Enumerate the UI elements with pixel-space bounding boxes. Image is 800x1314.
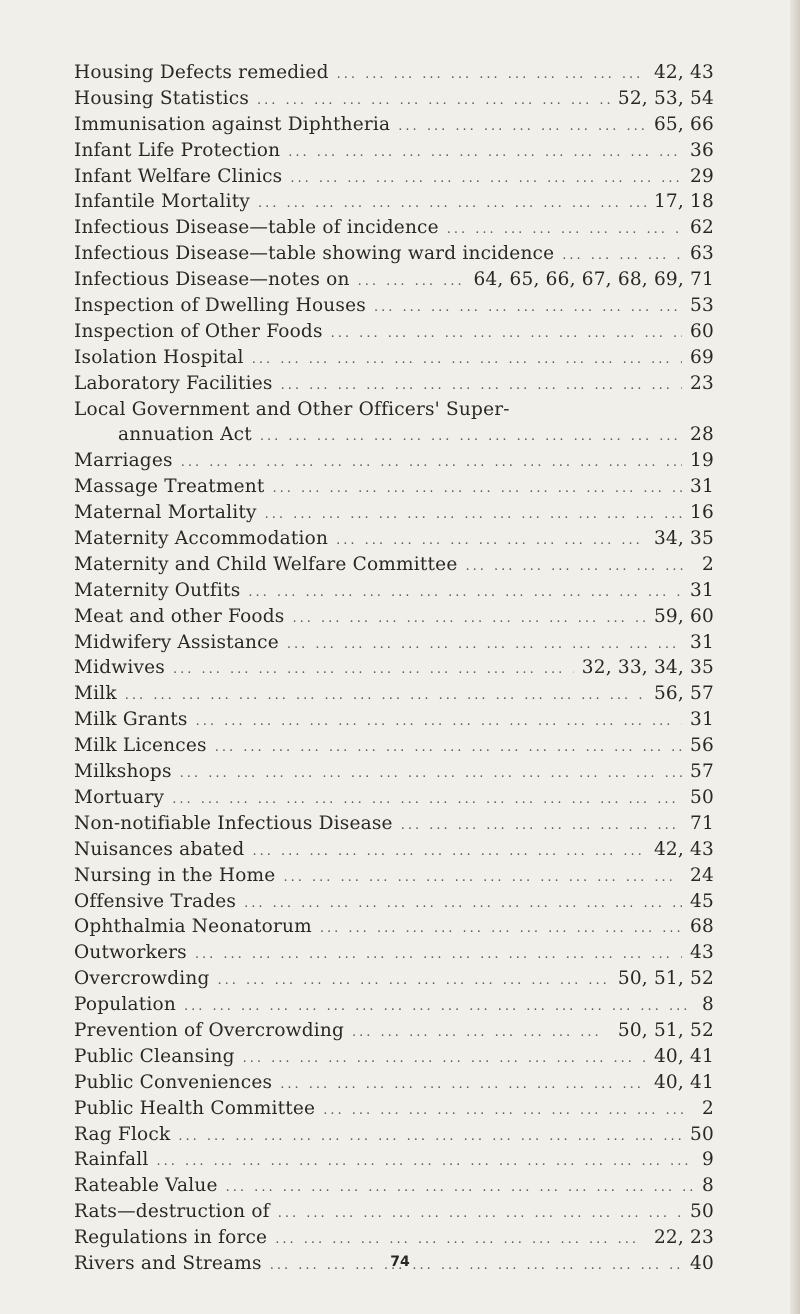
entry-label: Immunisation against Diphtheria	[74, 113, 391, 135]
leader-dots	[358, 269, 466, 295]
leader-dots	[195, 942, 682, 968]
leader-dots	[287, 632, 682, 658]
entry-pages: 50	[690, 786, 714, 808]
index-entry	[74, 733, 714, 759]
leader-dots	[337, 62, 646, 88]
index-list	[74, 60, 714, 1277]
leader-dots	[323, 1098, 694, 1124]
entry-pages: 24	[690, 864, 714, 886]
index-entry	[74, 1096, 714, 1122]
entry-pages: 59, 60	[653, 605, 714, 627]
leader-dots	[243, 1046, 646, 1072]
entry-label: Meat and other Foods	[74, 605, 285, 627]
entry-pages: 50, 51, 52	[617, 1019, 714, 1041]
entry-pages: 65, 66	[653, 113, 714, 135]
index-entry	[74, 474, 714, 500]
index-entry	[74, 1173, 714, 1199]
entry-pages: 2	[702, 1097, 714, 1119]
entry-label: Public Cleansing	[74, 1045, 235, 1067]
entry-pages: 68	[690, 916, 714, 938]
leader-dots	[125, 683, 646, 709]
page-number: 74	[390, 1254, 410, 1270]
entry-label: Prevention of Overcrowding	[74, 1019, 345, 1041]
entry-label: Maternity Accommodation	[74, 528, 329, 550]
leader-dots	[562, 243, 682, 269]
leader-dots	[336, 528, 646, 554]
entry-pages: 2	[702, 553, 714, 575]
entry-label: Infant Welfare Clinics	[74, 165, 283, 187]
entry-label: Midwifery Assistance	[74, 631, 279, 653]
entry-pages: 50	[690, 1201, 714, 1223]
leader-dots	[398, 114, 646, 140]
index-entry	[74, 138, 714, 164]
entry-label: Midwives	[74, 657, 165, 679]
index-entry	[74, 164, 714, 190]
entry-pages: 57	[690, 761, 714, 783]
entry-pages: 53	[690, 295, 714, 317]
entry-pages: 40, 41	[653, 1071, 714, 1093]
entry-label: Milk Grants	[74, 709, 188, 731]
index-entry	[74, 86, 714, 112]
entry-pages: 31	[690, 476, 714, 498]
entry-pages: 19	[690, 450, 714, 472]
entry-pages: 34, 35	[653, 528, 714, 550]
leader-dots	[196, 709, 682, 735]
index-entry	[74, 112, 714, 138]
leader-dots	[252, 839, 645, 865]
entry-pages: 9	[702, 1149, 714, 1171]
leader-dots	[265, 502, 682, 528]
entry-label: Isolation Hospital	[74, 346, 244, 368]
index-entry	[74, 655, 714, 681]
entry-label: Inspection of Other Foods	[74, 320, 323, 342]
leader-dots	[320, 916, 682, 942]
entry-pages: 63	[690, 243, 714, 265]
entry-label: Inspection of Dwelling Houses	[74, 295, 366, 317]
leader-dots	[257, 88, 610, 114]
entry-pages: 17, 18	[653, 191, 714, 213]
entry-label: Nursing in the Home	[74, 864, 276, 886]
entry-label: Rats—destruction of	[74, 1201, 270, 1223]
index-entry	[74, 759, 714, 785]
leader-dots	[244, 891, 682, 917]
leader-dots	[283, 865, 682, 891]
entry-pages: 28	[690, 424, 714, 446]
index-entry	[74, 500, 714, 526]
entry-label: Maternity and Child Welfare Committee	[74, 553, 458, 575]
index-entry	[74, 681, 714, 707]
leader-dots	[280, 1072, 646, 1098]
entry-label: Infectious Disease—notes on	[74, 269, 350, 291]
entry-label: Rag Flock	[74, 1123, 171, 1145]
entry-label: Marriages	[74, 450, 173, 472]
entry-pages: 45	[690, 890, 714, 912]
index-entry	[74, 992, 714, 1018]
leader-dots	[374, 295, 682, 321]
entry-pages: 31	[690, 631, 714, 653]
leader-dots	[260, 424, 682, 450]
entry-label: Public Health Committee	[74, 1097, 316, 1119]
index-entry	[74, 1199, 714, 1225]
index-entry	[74, 319, 714, 345]
entry-label: Nuisances abated	[74, 838, 245, 860]
index-entry-continuation	[74, 422, 714, 448]
index-entry	[74, 1044, 714, 1070]
index-entry	[74, 189, 714, 215]
entry-label: Offensive Trades	[74, 890, 237, 912]
entry-label: Rainfall	[74, 1149, 149, 1171]
leader-dots	[293, 606, 646, 632]
index-entry	[74, 371, 714, 397]
entry-pages: 56	[690, 735, 714, 757]
entry-label: Infectious Disease—table of incidence	[74, 217, 439, 239]
entry-label: Population	[74, 994, 176, 1016]
leader-dots	[258, 191, 646, 217]
index-entry	[74, 863, 714, 889]
entry-label: Regulations in force	[74, 1227, 268, 1249]
leader-dots	[184, 994, 694, 1020]
index-entry	[74, 914, 714, 940]
leader-dots	[180, 761, 682, 787]
index-entry	[74, 1147, 714, 1173]
entry-label: Housing Statistics	[74, 87, 250, 109]
entry-label: Housing Defects remedied	[74, 62, 329, 83]
index-entry	[74, 215, 714, 241]
leader-dots	[331, 321, 682, 347]
index-entry	[74, 940, 714, 966]
entry-label: Local Government and Other Officers' Super-	[74, 398, 510, 420]
index-entry	[74, 345, 714, 371]
entry-pages: 64, 65, 66, 67, 68, 69, 71	[473, 269, 714, 291]
entry-pages: 40, 41	[653, 1045, 714, 1067]
entry-pages: 31	[690, 579, 714, 601]
entry-label: Milk	[74, 683, 117, 705]
index-entry	[74, 966, 714, 992]
index-entry	[74, 604, 714, 630]
entry-label: Outworkers	[74, 942, 187, 964]
index-entry	[74, 60, 714, 86]
entry-pages: 8	[702, 1175, 714, 1197]
index-entry	[74, 1070, 714, 1096]
entry-label: Rivers and Streams	[74, 1252, 262, 1274]
entry-label: Ophthalmia Neonatorum	[74, 916, 312, 938]
entry-label: Public Conveniences	[74, 1071, 273, 1093]
leader-dots	[215, 735, 682, 761]
index-entry	[74, 811, 714, 837]
leader-dots	[401, 813, 682, 839]
entry-pages: 31	[690, 709, 714, 731]
leader-dots	[157, 1149, 694, 1175]
index-entry	[74, 1225, 714, 1251]
leader-dots	[447, 217, 682, 243]
entry-pages: 22, 23	[653, 1227, 714, 1249]
entry-pages: 16	[690, 502, 714, 524]
index-entry	[74, 267, 714, 293]
entry-pages: 52, 53, 54	[617, 87, 714, 109]
entry-pages: 32, 33, 34, 35	[581, 657, 714, 679]
index-entry	[74, 578, 714, 604]
entry-pages: 62	[690, 217, 714, 239]
leader-dots	[275, 1227, 646, 1253]
entry-pages: 69	[690, 346, 714, 368]
index-entry	[74, 707, 714, 733]
leader-dots	[226, 1175, 694, 1201]
index-entry	[74, 837, 714, 863]
entry-label: Laboratory Facilities	[74, 372, 273, 394]
entry-pages: 40	[690, 1252, 714, 1274]
entry-pages: 8	[702, 994, 714, 1016]
entry-pages: 42, 43	[653, 62, 714, 83]
page-edge	[790, 0, 800, 1314]
index-entry	[74, 241, 714, 267]
leader-dots	[218, 968, 610, 994]
leader-dots	[248, 580, 682, 606]
entry-label: Milk Licences	[74, 735, 207, 757]
index-entry	[74, 785, 714, 811]
entry-pages: 50, 51, 52	[617, 968, 714, 990]
entry-pages: 43	[690, 942, 714, 964]
leader-dots	[181, 450, 682, 476]
index-entry	[74, 397, 714, 423]
entry-pages: 56, 57	[653, 683, 714, 705]
entry-label: Maternal Mortality	[74, 502, 257, 524]
index-entry	[74, 1122, 714, 1148]
index-entry	[74, 889, 714, 915]
entry-pages: 60	[690, 320, 714, 342]
index-entry	[74, 526, 714, 552]
index-entry	[74, 1018, 714, 1044]
entry-label: Overcrowding	[74, 968, 210, 990]
entry-label: Rateable Value	[74, 1175, 218, 1197]
entry-label-continuation: annuation Act	[118, 424, 252, 446]
index-entry	[74, 293, 714, 319]
leader-dots	[281, 373, 682, 399]
entry-pages: 23	[690, 372, 714, 394]
entry-label: Maternity Outfits	[74, 579, 241, 601]
leader-dots	[352, 1020, 610, 1046]
leader-dots	[288, 140, 682, 166]
entry-label: Infant Life Protection	[74, 139, 281, 161]
index-entry	[74, 552, 714, 578]
entry-pages: 42, 43	[653, 838, 714, 860]
entry-label: Milkshops	[74, 761, 172, 783]
leader-dots	[290, 166, 682, 192]
entry-pages: 29	[690, 165, 714, 187]
leader-dots	[178, 1124, 682, 1150]
leader-dots	[278, 1201, 682, 1227]
leader-dots	[273, 476, 683, 502]
entry-label: Mortuary	[74, 786, 165, 808]
entry-label: Infectious Disease—table showing ward incidence	[74, 243, 555, 265]
entry-pages: 50	[690, 1123, 714, 1145]
leader-dots	[465, 554, 694, 580]
entry-pages: 36	[690, 139, 714, 161]
entry-pages: 71	[690, 812, 714, 834]
index-entry	[74, 630, 714, 656]
index-entry	[74, 448, 714, 474]
leader-dots	[173, 657, 574, 683]
leader-dots	[172, 787, 682, 813]
entry-label: Massage Treatment	[74, 476, 265, 498]
leader-dots	[252, 347, 682, 373]
entry-label: Infantile Mortality	[74, 191, 251, 213]
entry-label: Non-notifiable Infectious Disease	[74, 812, 393, 834]
